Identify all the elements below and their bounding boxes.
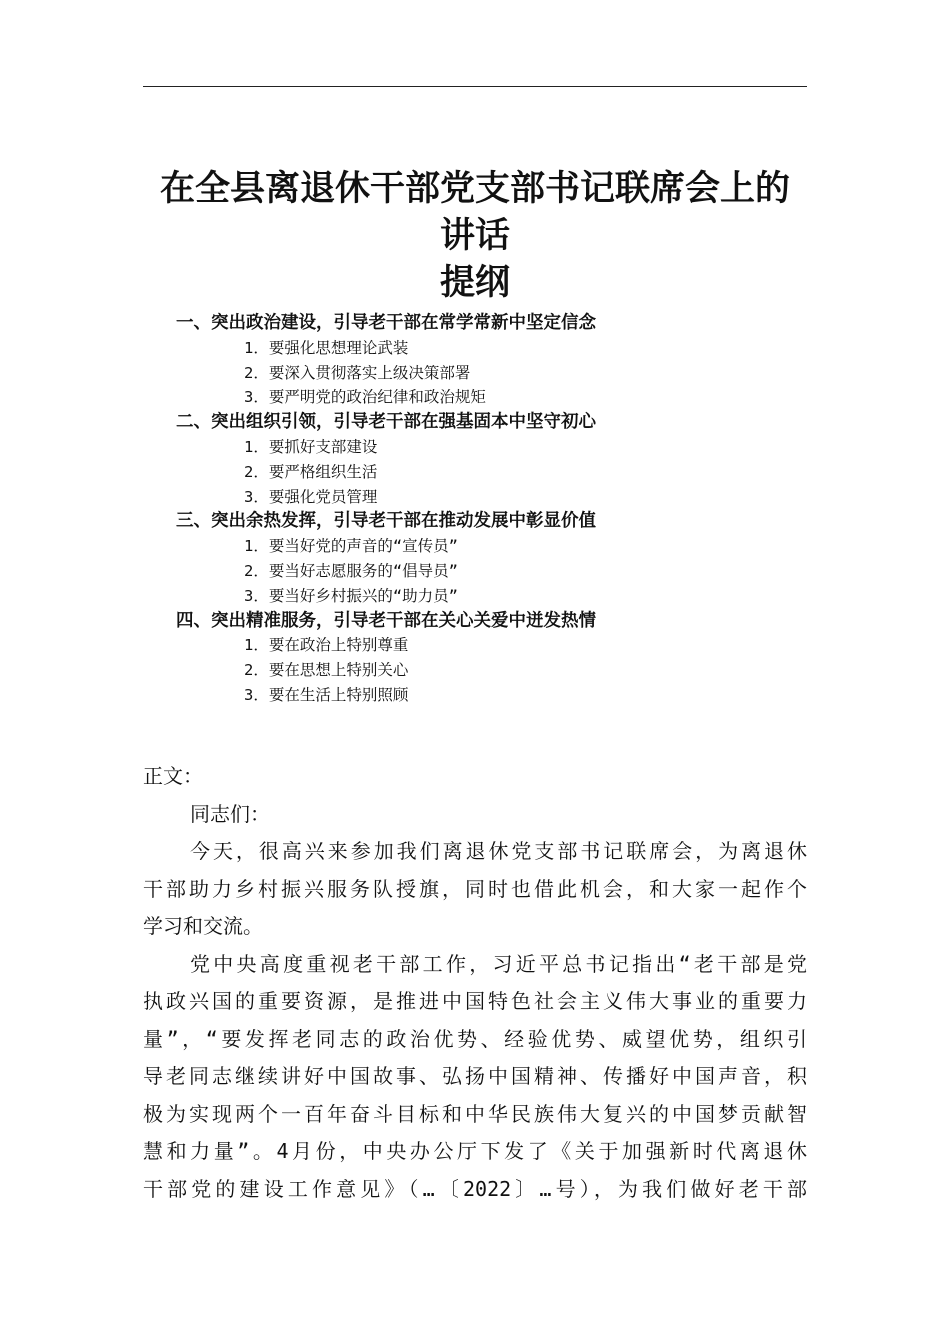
outline-item: 3．要在生活上特别照顾 [244, 685, 409, 704]
outline-item: 1．要抓好支部建设 [244, 437, 378, 456]
title-line-2: 讲话 [439, 216, 510, 256]
outline-heading: 提纲 [439, 263, 510, 303]
outline-item: 1．要在政治上特别尊重 [244, 636, 409, 655]
title-line-1: 在全县离退休干部党支部书记联席会上的 [159, 169, 790, 209]
paragraph-line: 今天，很高兴来参加我们离退休党支部书记联席会，为离退休 [190, 839, 807, 863]
outline-section-3 [176, 509, 796, 608]
outline-item: 1．要当好党的声音的“宣传员” [244, 537, 458, 556]
paragraph-line: 学习和交流。 [143, 914, 263, 938]
section-heading: 一、突出政治建设，引导老干部在常学常新中坚定信念 [176, 313, 596, 333]
outline-item: 1．要强化思想理论武装 [244, 338, 409, 357]
header-rule [143, 86, 807, 87]
section-heading: 三、突出余热发挥，引导老干部在推动发展中彰显价值 [176, 511, 596, 532]
outline-item: 2．要在思想上特别关心 [244, 661, 409, 680]
outline-item: 2．要深入贯彻落实上级决策部署 [244, 363, 471, 382]
paragraph-line: 慧和力量”。4月份，中央办公厅下发了《关于加强新时代离退休 [143, 1139, 807, 1163]
outline-section-4 [176, 609, 796, 708]
paragraph-line: 党中央高度重视老干部工作，习近平总书记指出“老干部是党 [190, 951, 807, 976]
paragraph-line: 执政兴国的重要资源，是推进中国特色社会主义伟大事业的重要力 [143, 989, 807, 1013]
body-text [143, 758, 807, 1208]
paragraph-line: 干部党的建设工作意见》（…〔2022〕…号），为我们做好老干部 [143, 1176, 807, 1201]
outline-item: 2．要严格组织生活 [244, 462, 378, 481]
outline-item: 2．要当好志愿服务的“倡导员” [244, 561, 458, 580]
document-title [143, 166, 807, 307]
outline-section-2 [176, 410, 796, 509]
greeting: 同志们： [190, 801, 270, 826]
paragraph-line: 导老同志继续讲好中国故事、弘扬中国精神、传播好中国声音，积 [143, 1064, 807, 1088]
section-heading: 四、突出精准服务，引导老干部在关心关爱中迸发热情 [176, 610, 596, 631]
body-label: 正文： [143, 764, 203, 788]
paragraph-2 [143, 946, 807, 1209]
paragraph-line: 极为实现两个一百年奋斗目标和中华民族伟大复兴的中国梦贡献智 [143, 1101, 807, 1126]
outline-list [176, 311, 796, 708]
paragraph-line: 干部助力乡村振兴服务队授旗，同时也借此机会，和大家一起作个 [143, 876, 807, 901]
section-heading: 二、突出组织引领，引导老干部在强基固本中坚守初心 [176, 412, 596, 433]
outline-item: 3．要严明党的政治纪律和政治规矩 [244, 388, 486, 407]
paragraph-line: 量”，“要发挥老同志的政治优势、经验优势、威望优势，组织引 [143, 1026, 807, 1051]
outline-section-1 [176, 311, 796, 410]
outline-item: 3．要强化党员管理 [244, 487, 378, 506]
outline-item: 3．要当好乡村振兴的“助力员” [244, 586, 458, 605]
paragraph-1 [143, 833, 807, 946]
